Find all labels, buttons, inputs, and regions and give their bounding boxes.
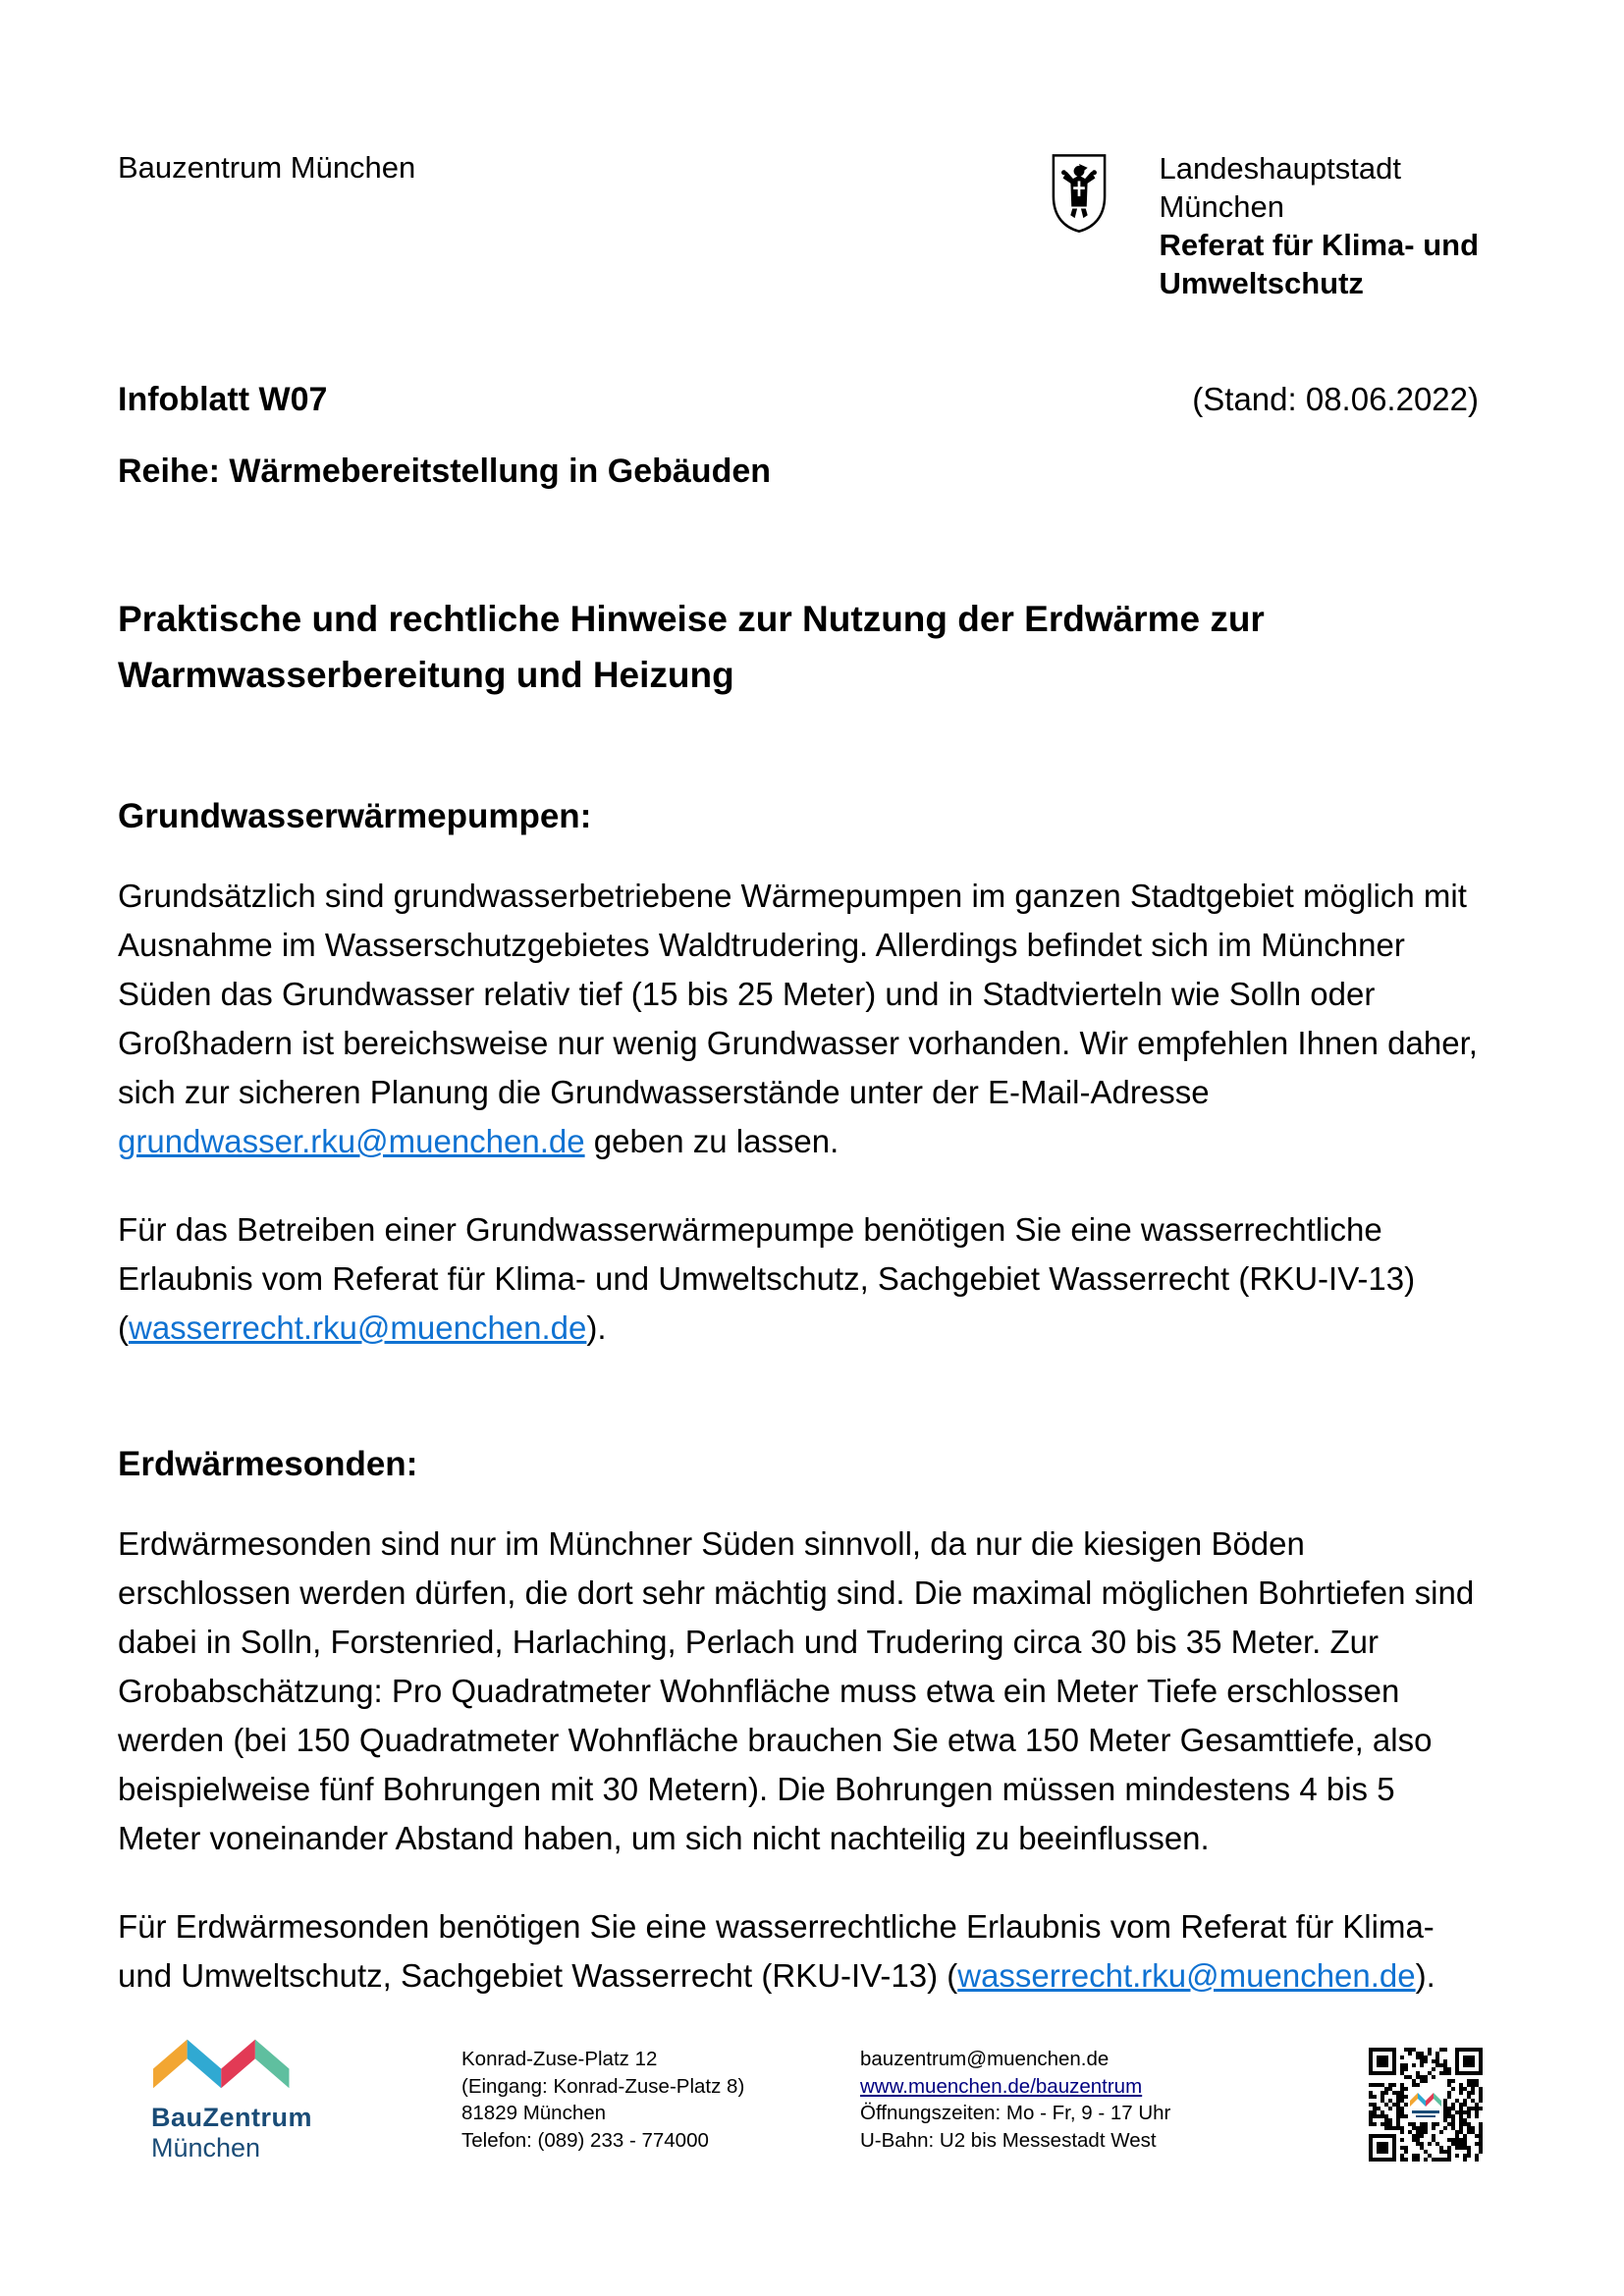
muenchner-kindl-icon — [1051, 152, 1108, 235]
city-org-block — [1051, 149, 1479, 302]
qr-code-icon — [1363, 2042, 1489, 2167]
meta-row — [118, 381, 1479, 419]
paragraph-text: ). — [1415, 1957, 1435, 1994]
address-line-street: Konrad-Zuse-Platz 12 — [461, 2048, 658, 2070]
email-link[interactable]: wasserrecht.rku@muenchen.de — [129, 1309, 587, 1346]
footer-transit: U-Bahn: U2 bis Messestadt West — [860, 2128, 1157, 2152]
footer-contact-column — [860, 2046, 1363, 2154]
paragraph-text: Für das Betreiben einer Grundwasserwärmepumpe benötigen Sie eine wasserrechtliche Erlaubnis vom Referat für Klima- und Umweltschutz, Sachgebiet Wasserrecht (RKU-IV-13) ( — [118, 1211, 1416, 1346]
footer-hours: Öffnungszeiten: Mo - Fr, 9 - 17 Uhr — [860, 2102, 1171, 2124]
logo-wordmark-muenchen: München — [151, 2133, 261, 2163]
paragraph — [118, 1520, 1479, 1863]
footer-website-link[interactable]: www.muenchen.de/bauzentrum — [860, 2074, 1143, 2098]
email-link[interactable]: wasserrecht.rku@muenchen.de — [957, 1957, 1416, 1994]
section-heading-erdwaermesonden: Erdwärmesonden: — [118, 1445, 418, 1483]
paragraph — [118, 872, 1479, 1166]
footer-address-column — [461, 2046, 860, 2154]
paragraph-text: geben zu lassen. — [584, 1123, 839, 1159]
bauzentrum-logo — [137, 2034, 461, 2163]
page-header — [118, 149, 1479, 302]
org-line-4: Umweltschutz — [1159, 266, 1364, 300]
org-name-block — [1159, 149, 1479, 302]
logo-wordmark — [151, 2103, 461, 2163]
stand-date: (Stand: 08.06.2022) — [1192, 381, 1479, 417]
document-title: Praktische und rechtliche Hinweise zur Nutzung der Erdwärme zur Warmwasserbereitung und Heizung — [118, 599, 1265, 695]
paragraph — [118, 1205, 1479, 1353]
paragraph — [118, 1902, 1479, 2001]
org-line-3: Referat für Klima- und — [1159, 228, 1479, 262]
section-heading-grundwasserwaermepumpen: Grundwasserwärmepumpen: — [118, 797, 592, 835]
series-title: Reihe: Wärmebereitstellung in Gebäuden — [118, 453, 772, 490]
page-footer — [137, 2034, 1506, 2167]
qr-code — [1363, 2042, 1489, 2167]
address-line-city: 81829 München — [461, 2102, 607, 2124]
org-line-1: Landeshauptstadt — [1159, 151, 1401, 186]
paragraph-text: Für Erdwärmesonden benötigen Sie eine wasserrechtliche Erlaubnis vom Referat für Klima- und Umweltschutz, Sachgebiet Wasserrecht (RKU-IV-13) ( — [118, 1908, 1435, 1994]
paragraph-text: Erdwärmesonden sind nur im Münchner Süden sinnvoll, da nur die kiesigen Böden erschlossen werden dürfen, die dort sehr mächtig sind. Die maximal möglichen Bohrtiefen sind dabei in Solln, Forstenried, Harlaching, Perlach und Trudering circa 30 bis 35 Meter. Zur Grobabschätzung: Pro Quadratmeter Wohnfläche muss etwa ein Meter Tiefe erschlossen werden (bei 150 Quadratmeter Wohnfläche brauchen Sie etwa 150 Meter Gesamttiefe, also beispielweise fünf Bohrungen mit 30 Metern). Die Bohrungen müssen mindestens 4 bis 5 Meter voneinander Abstand haben, um sich nicht nachteilig zu beeinflussen. — [118, 1525, 1475, 1856]
paragraph-text: ). — [586, 1309, 607, 1346]
paragraph-text: Grundsätzlich sind grundwasserbetriebene Wärmepumpen im ganzen Stadtgebiet möglich mit Ausnahme im Wasserschutzgebietes Waldtrudering. Allerdings befindet sich im Münchner Süden das Grundwasser relativ tief (15 bis 25 Meter) und in Stadtvierteln wie Solln oder Großhadern ist bereichsweise nur wenig Grundwasser vorhanden. Wir empfehlen Ihnen daher, sich zur sicheren Planung die Grundwasserstände unter der E-Mail-Adresse — [118, 878, 1478, 1110]
email-link[interactable]: grundwasser.rku@muenchen.de — [118, 1123, 585, 1159]
bauzentrum-zigzag-icon — [151, 2034, 298, 2091]
bauzentrum-header-label: Bauzentrum München — [118, 150, 416, 185]
footer-email: bauzentrum@muenchen.de — [860, 2048, 1110, 2070]
address-line-entrance: (Eingang: Konrad-Zuse-Platz 8) — [461, 2074, 745, 2098]
address-line-phone: Telefon: (089) 233 - 774000 — [461, 2128, 709, 2152]
org-line-2: München — [1159, 189, 1284, 224]
infoblatt-number: Infoblatt W07 — [118, 381, 328, 418]
logo-wordmark-bauzentrum: BauZentrum — [151, 2103, 313, 2132]
